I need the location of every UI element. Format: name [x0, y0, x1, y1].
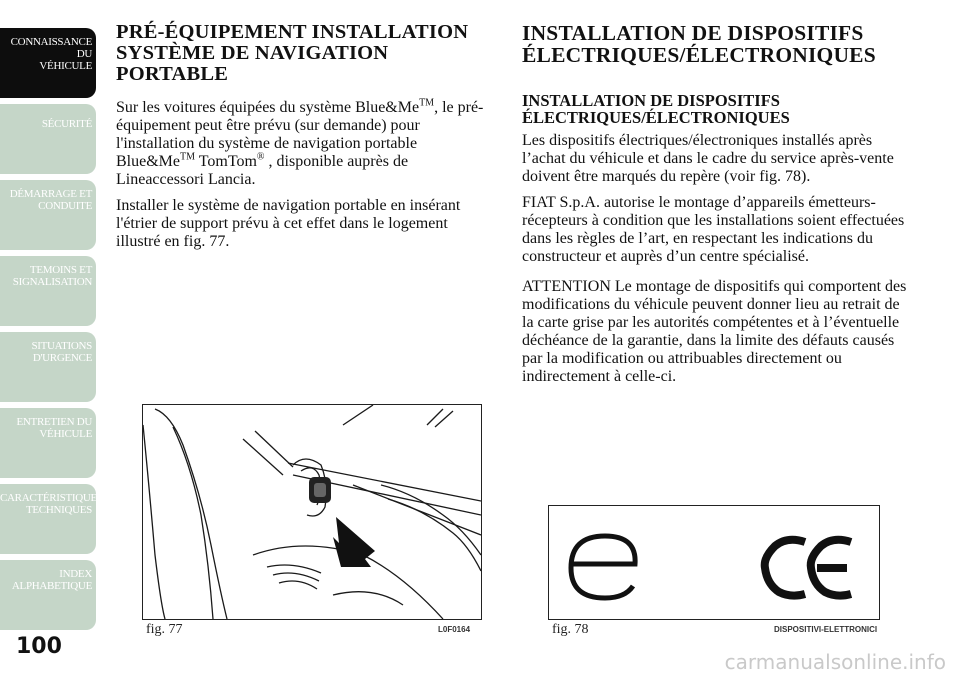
subsection-title-dispositifs: INSTALLATION DE DISPOSITIFS ÉLECTRIQUES/ÉLECTRONIQUES	[522, 91, 790, 127]
dispositifs-warning-paragraph: ATTENTION Le montage de dispositifs qui comportent des modifications du véhicule peuvent donner lieu au retrait de la carte grise par les autorités compétentes et à l’éventuelle déchéance de la garantie, dans la limite des défauts causés par la modification ou attribuables directement ou indirectement à celle-ci.	[522, 278, 907, 385]
tab-connaissance-du-vehicule[interactable]: CONNAISSANCE DU VÉHICULE	[0, 28, 96, 98]
dispositifs-paragraph-2: FIAT S.p.A. autorise le montage d’appareils émetteurs-récepteurs à condition que les installations soient effectuées dans les règles de l’art, en respectant les indications du constructeur et auprès d’un centre spécialisé.	[522, 194, 905, 265]
section-title-navigation: PRÉ-ÉQUIPEMENT INSTALLATION SYSTÈME DE NAVIGATION PORTABLE	[116, 21, 469, 85]
tab-caracteristiques-techniques[interactable]: CARACTÉRISTIQUES TECHNIQUES	[0, 484, 96, 554]
dispositifs-paragraph-1: Les dispositifs électriques/électroniques installés après l’achat du véhicule et dans le cadre du service après-vente doivent être marqués du repère (voir fig. 78).	[522, 132, 894, 185]
arrow-pointer-icon	[333, 517, 375, 567]
figure-78-code: DISPOSITIVI-ELETTRONICI	[774, 625, 878, 634]
navigation-paragraph-1: Sur les voitures équipées du système Blue&Me™, le pré-équipement peut être prévu (sur demande) pour l'installation du système de navigation portable Blue&Me™ TomTom® , disponible auprès de Lineaccessori Lancia.	[116, 97, 484, 188]
figure-77-caption: fig. 77	[146, 622, 183, 637]
tab-index-alphabetique[interactable]: INDEX ALPHABETIQUE	[0, 560, 96, 630]
right-column	[522, 22, 914, 394]
tab-entretien-du-vehicule[interactable]: ENTRETIEN DU VÉHICULE	[0, 408, 96, 478]
left-column	[116, 22, 494, 259]
section-title-dispositifs: INSTALLATION DE DISPOSITIFS ÉLECTRIQUES/ÉLECTRONIQUES	[522, 21, 876, 67]
tab-situations-d-urgence[interactable]: SITUATIONS D'URGENCE	[0, 332, 96, 402]
page-number: 100	[16, 634, 62, 659]
tab-temoins-et-signalisation[interactable]: TEMOINS ET SIGNALISATION	[0, 256, 96, 326]
tab-demarrage-et-conduite[interactable]: DÉMARRAGE ET CONDUITE	[0, 180, 96, 250]
watermark: carmanualsonline.info	[724, 650, 946, 674]
ce-mark-icon	[765, 540, 851, 596]
figure-78-caption: fig. 78	[552, 622, 589, 637]
tab-securite[interactable]: SÉCURITÉ	[0, 104, 96, 174]
figure-78-markings	[548, 505, 880, 620]
e-mark-icon	[569, 536, 635, 598]
navigation-paragraph-2: Installer le système de navigation portable en insérant l'étrier de support prévu à cet effet dans le logement illustré en fig. 77.	[116, 197, 461, 250]
figure-77-dashboard-photo	[142, 404, 482, 620]
dashboard-illustration	[143, 405, 481, 619]
figure-77-code: L0F0164	[438, 625, 471, 634]
